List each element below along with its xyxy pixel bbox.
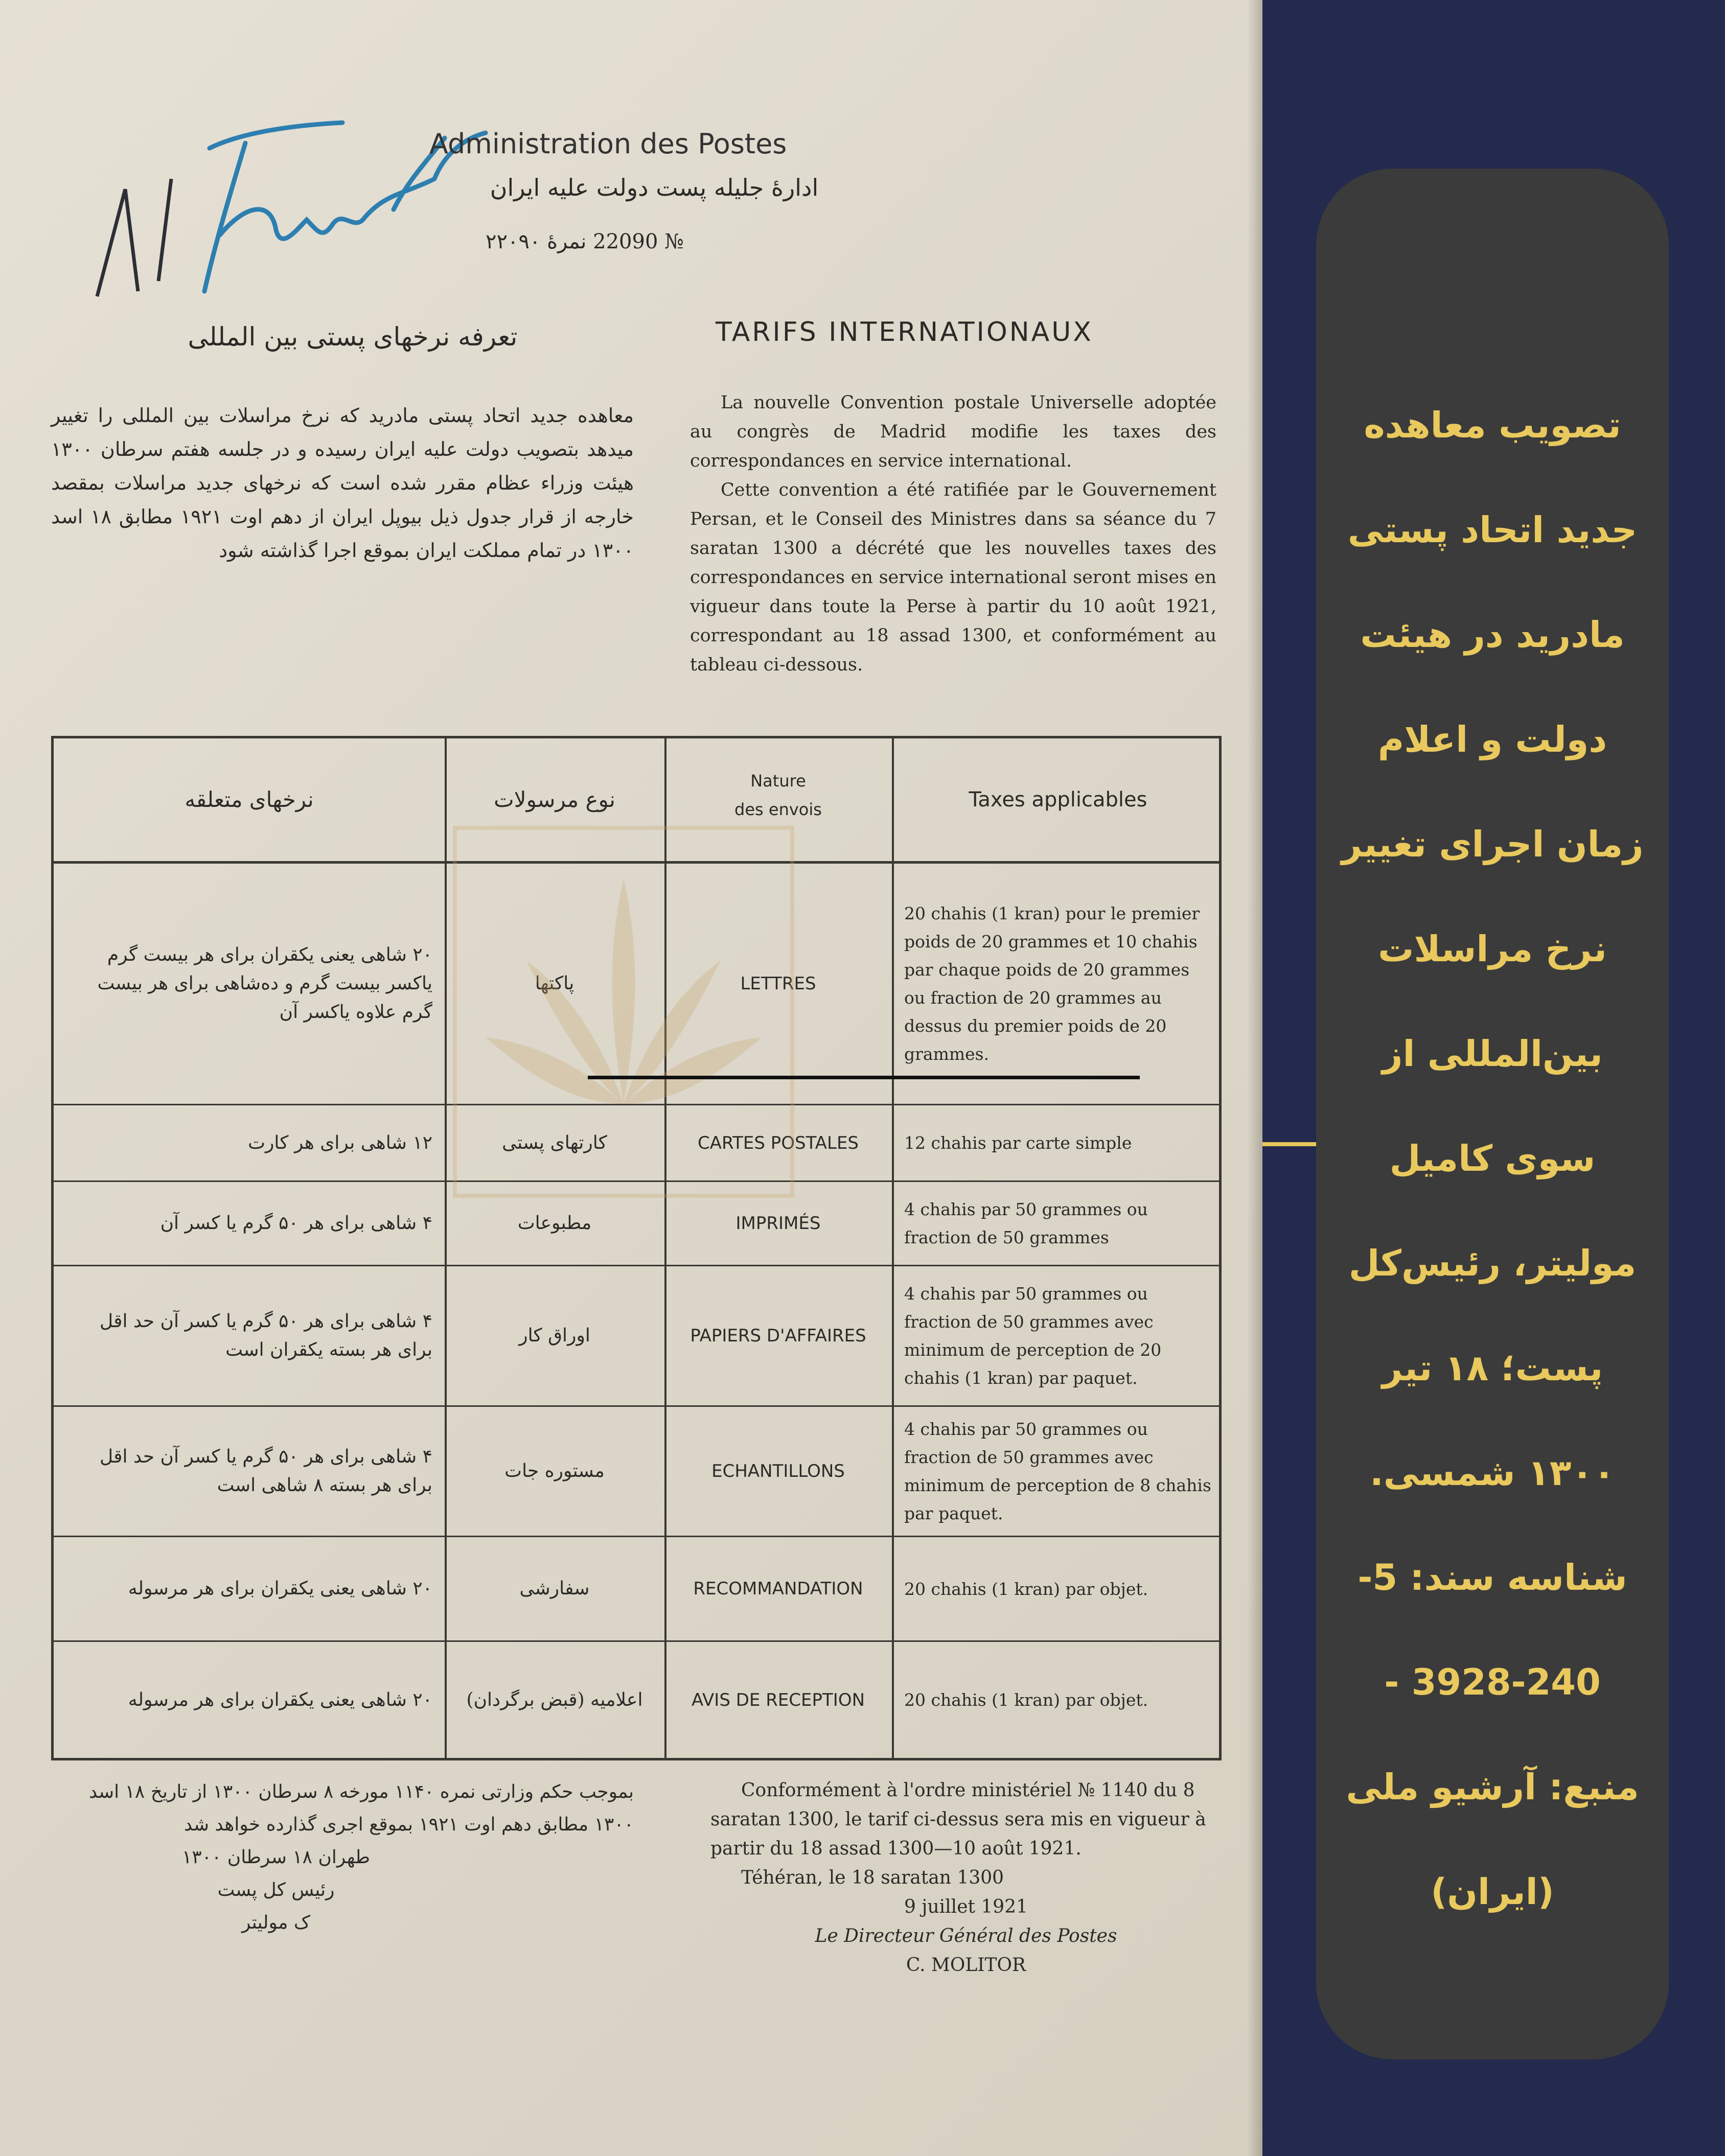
footer-persian bbox=[51, 1776, 634, 1939]
watermark-leaf-icon bbox=[445, 818, 802, 1206]
connector-line bbox=[1262, 1142, 1316, 1146]
row-lettres-tax: 20 chahis (1 kran) pour le premier poids de 20 grammes et 10 chahis par chaque poids de 20 grammes ou fraction de 20 grammes au dessus du premier poids de 20 grammes. bbox=[904, 903, 1200, 1064]
footer-french-place-date: Téhéran, le 18 saratan 1300 bbox=[741, 1867, 1004, 1888]
row-avis-tax: 20 chahis (1 kran) par objet. bbox=[904, 1690, 1148, 1710]
caption-panel bbox=[1316, 169, 1669, 2059]
footer-persian-date: طهران ۱۸ سرطان ۱۳۰۰ bbox=[182, 1847, 370, 1868]
row-recommandation-nature: RECOMMANDATION bbox=[693, 1579, 863, 1599]
row-recommandation-tax: 20 chahis (1 kran) par objet. bbox=[904, 1579, 1148, 1599]
row-cartes-nature: CARTES POSTALES bbox=[697, 1132, 859, 1153]
footer-french-name: C. MOLITOR bbox=[906, 1955, 1026, 1976]
row-imprimes-nature: IMPRIMÉS bbox=[735, 1213, 821, 1234]
header-nature-line1: Nature bbox=[750, 771, 806, 791]
header-persian: ادارهٔ جلیله پست دولت علیه ایران bbox=[490, 174, 819, 201]
caption-text: تصویب معاهده جدید اتحاد پستی مادرید در هیئت دولت و اعلام زمان اجرای تغییر نرخ مراسلات بین‌المللی از سوی کامیل مولیتر، رئیس‌کل پست؛ ۱۸ تیر ۱۳۰۰ شمسی. شناسه سند: 5-240-3928 - منبع: آرشیو ملی (ایران) bbox=[1341, 404, 1644, 1913]
row-papiers-rate: ۴ شاهی برای هر ۵۰ گرم یا کسر آن حد اقل برای هر بسته یکقران است bbox=[100, 1311, 432, 1360]
footer-french-title: Le Directeur Général des Postes bbox=[815, 1926, 1117, 1946]
row-papiers-nature: PAPIERS D'AFFAIRES bbox=[690, 1326, 866, 1346]
row-lettres-nature: LETTRES bbox=[740, 973, 816, 994]
title-persian: تعرفه نرخهای پستی بین المللی bbox=[188, 322, 518, 352]
black-overlay-line bbox=[588, 1076, 1140, 1079]
row-cartes-tax: 12 chahis par carte simple bbox=[904, 1133, 1132, 1153]
header-french: Administration des Postes bbox=[429, 128, 787, 160]
title-french: TARIFS INTERNATIONAUX bbox=[716, 317, 1093, 347]
row-recommandation-rate: ۲۰ شاهی یعنی یکقران برای هر مرسوله bbox=[128, 1578, 432, 1599]
row-echantillons-nature: ECHANTILLONS bbox=[711, 1461, 845, 1481]
header-rates-fa: نرخهای متعلقه bbox=[185, 787, 314, 812]
footer-persian-text: بموجب حکم وزارتی نمره ۱۱۴۰ مورخه ۸ سرطان ۱۳۰۰ از تاریخ ۱۸ اسد ۱۳۰۰ مطابق دهم اوت ۱۹۲۱ بموقع اجری گذارده خواهد شد bbox=[89, 1781, 634, 1835]
footer-french bbox=[710, 1776, 1222, 1980]
intro-french-p2: Cette convention a été ratifiée par le Gouvernement Persan, et le Conseil des Ministres dans sa séance du 7 saratan 1300 a décrété que les nouvelles taxes des correspondances en service international seront mises en vigueur dans toute la Perse à partir du 10 août 1921, correspondant au 18 assad 1300, et conformément au tableau ci-dessous. bbox=[690, 480, 1216, 675]
footer-french-text: Conformément à l'ordre ministériel № 1140 du 8 saratan 1300, le tarif ci-dessus sera mis en vigueur à partir du 18 assad 1300—10 août 1921. bbox=[710, 1780, 1206, 1859]
row-avis-nature: AVIS DE RECEPTION bbox=[691, 1689, 865, 1710]
header-type-fa: نوع مرسولات bbox=[494, 787, 615, 812]
row-imprimes-rate: ۴ شاهی برای هر ۵۰ گرم یا کسر آن bbox=[160, 1213, 432, 1234]
handwritten-signature bbox=[77, 77, 537, 332]
row-echantillons-tax: 4 chahis par 50 grammes ou fraction de 50 grammes avec minimum de perception de 8 chahis par paquet. bbox=[904, 1419, 1211, 1523]
footer-persian-title: رئیس کل پست bbox=[217, 1880, 335, 1900]
footer-persian-name: ک مولیتر bbox=[241, 1912, 311, 1933]
row-avis-rate: ۲۰ شاهی یعنی یکقران برای هر مرسوله bbox=[128, 1689, 432, 1710]
header-taxes: Taxes applicables bbox=[969, 787, 1147, 812]
intro-french-p1: La nouvelle Convention postale Universelle adoptée au congrès de Madrid modifie les taxes des correspondances en service international. bbox=[690, 392, 1216, 471]
row-avis-type: اعلامیه (قبض برگردان) bbox=[466, 1689, 643, 1710]
row-cartes-type: کارتهای پستی bbox=[502, 1132, 607, 1153]
document-number: № 22090 نمرهٔ ۲۲۰۹۰ bbox=[486, 230, 684, 253]
row-lettres-rate: ۲۰ شاهی یعنی یکقران برای هر بیست گرم یاکسر بیست گرم و ده‌شاهی برای هر بیست گرم علاوه یاکسر آن bbox=[97, 944, 432, 1023]
row-cartes-rate: ۱۲ شاهی برای هر کارت bbox=[248, 1132, 432, 1153]
row-recommandation-type: سفارشی bbox=[519, 1578, 590, 1599]
row-imprimes-type: مطبوعات bbox=[517, 1213, 592, 1234]
row-imprimes-tax: 4 chahis par 50 grammes ou fraction de 50 grammes bbox=[904, 1199, 1148, 1247]
row-echantillons-rate: ۴ شاهی برای هر ۵۰ گرم یا کسر آن حد اقل برای هر بسته ۸ شاهی است bbox=[100, 1446, 432, 1496]
row-papiers-tax: 4 chahis par 50 grammes ou fraction de 50 grammes avec minimum de perception de 20 chahis (1 kran) par paquet. bbox=[904, 1284, 1162, 1388]
row-echantillons-type: مستوره جات bbox=[504, 1460, 605, 1481]
intro-persian: معاهده جدید اتحاد پستی مادرید که نرخ مراسلات بین المللی را تغییر میدهد بتصویب دولت علیه ایران رسیده و در جلسه هفتم سرطان ۱۳۰۰ هیئت وزراء عظام مقرر شده است که نرخهای جدید مراسلات بمقصد خارجه از قرار جدول ذیل بیوپل ایران از دهم اوت ۱۹۲۱ مطابق ۱۸ اسد ۱۳۰۰ در تمام مملکت ایران بموقع اجرا گذاشته شود bbox=[51, 404, 634, 562]
paper-edge-shadow bbox=[1247, 0, 1262, 2156]
footer-french-date2: 9 juillet 1921 bbox=[904, 1896, 1028, 1917]
row-lettres-type: پاکتها bbox=[535, 973, 574, 994]
intro-french bbox=[690, 388, 1216, 680]
header-nature-line2: des envois bbox=[734, 800, 822, 819]
row-papiers-type: اوراق کار bbox=[519, 1325, 590, 1346]
